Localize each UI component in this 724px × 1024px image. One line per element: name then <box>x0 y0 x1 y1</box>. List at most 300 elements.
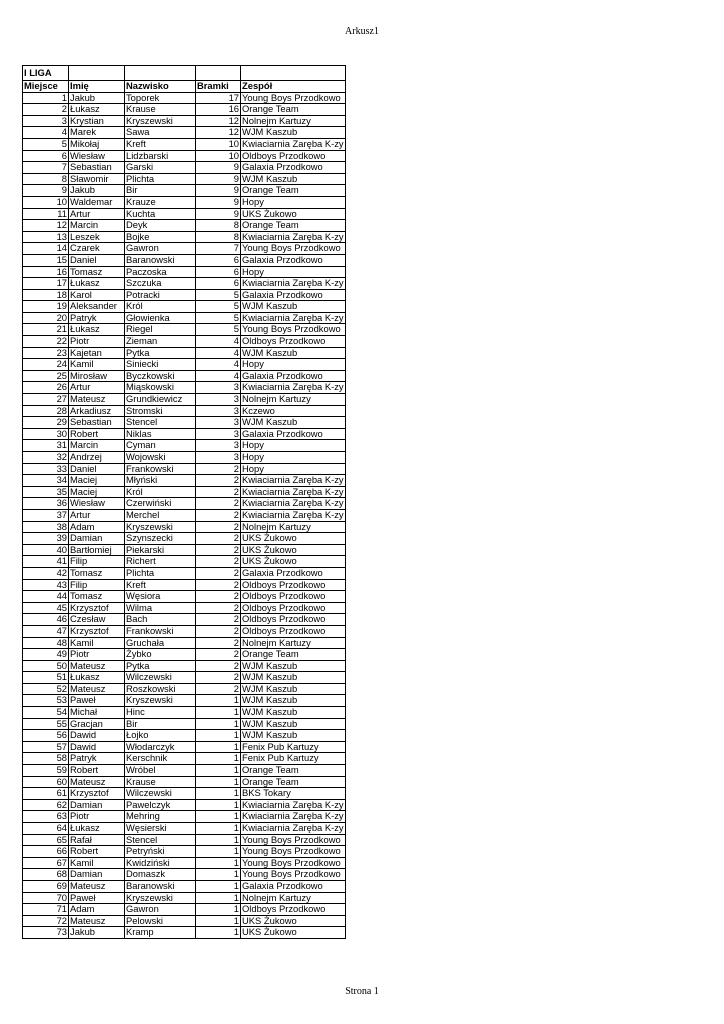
table-row <box>23 301 346 313</box>
last-name-cell: Mehring <box>125 811 196 823</box>
table-row <box>23 278 346 290</box>
team-cell: Galaxia Przodkowo <box>241 162 346 174</box>
table-row <box>23 660 346 672</box>
team-cell: BKS Tokary <box>241 788 346 800</box>
team-cell: WJM Kaszub <box>241 417 346 429</box>
goals-cell: 6 <box>196 266 241 278</box>
last-name-cell: Czerwiński <box>125 498 196 510</box>
team-cell: Orange Team <box>241 220 346 232</box>
table-row <box>23 440 346 452</box>
scorers-table <box>22 65 346 939</box>
place-cell: 1 <box>23 92 69 104</box>
first-name-cell: Maciej <box>69 486 125 498</box>
place-cell: 46 <box>23 614 69 626</box>
table-row <box>23 730 346 742</box>
last-name-cell: Bojke <box>125 231 196 243</box>
place-cell: 17 <box>23 278 69 290</box>
first-name-cell: Mirosław <box>69 370 125 382</box>
team-cell: Young Boys Przodkowo <box>241 869 346 881</box>
team-cell: Hopy <box>241 440 346 452</box>
place-cell: 60 <box>23 776 69 788</box>
goals-cell: 4 <box>196 347 241 359</box>
table-row <box>23 509 346 521</box>
first-name-cell: Czarek <box>69 243 125 255</box>
table-row <box>23 649 346 661</box>
goals-cell: 1 <box>196 880 241 892</box>
table-row <box>23 405 346 417</box>
first-name-cell: Kamil <box>69 857 125 869</box>
place-cell: 39 <box>23 533 69 545</box>
first-name-cell: Czesław <box>69 614 125 626</box>
place-cell: 25 <box>23 370 69 382</box>
goals-cell: 3 <box>196 428 241 440</box>
goals-cell: 6 <box>196 254 241 266</box>
place-cell: 22 <box>23 336 69 348</box>
last-name-cell: Domaszk <box>125 869 196 881</box>
table-row <box>23 741 346 753</box>
last-name-cell: Potracki <box>125 289 196 301</box>
table-row <box>23 289 346 301</box>
last-name-cell: Pytka <box>125 347 196 359</box>
first-name-cell: Artur <box>69 382 125 394</box>
team-cell: Orange Team <box>241 765 346 777</box>
first-name-cell: Waldemar <box>69 196 125 208</box>
table-row <box>23 614 346 626</box>
first-name-cell: Łukasz <box>69 104 125 116</box>
last-name-cell: Frankowski <box>125 463 196 475</box>
table-row <box>23 150 346 162</box>
table-row <box>23 904 346 916</box>
goals-cell: 1 <box>196 753 241 765</box>
place-cell: 21 <box>23 324 69 336</box>
goals-cell: 2 <box>196 463 241 475</box>
first-name-cell: Piotr <box>69 811 125 823</box>
title-row <box>23 66 346 81</box>
goals-cell: 1 <box>196 718 241 730</box>
goals-cell: 2 <box>196 509 241 521</box>
team-cell: Hopy <box>241 463 346 475</box>
table-row <box>23 196 346 208</box>
goals-cell: 2 <box>196 533 241 545</box>
table-row <box>23 915 346 927</box>
last-name-cell: Włodarczyk <box>125 741 196 753</box>
first-name-cell: Filip <box>69 579 125 591</box>
place-cell: 65 <box>23 834 69 846</box>
goals-cell: 9 <box>196 162 241 174</box>
goals-cell: 9 <box>196 208 241 220</box>
first-name-cell: Filip <box>69 556 125 568</box>
goals-cell: 1 <box>196 857 241 869</box>
team-cell: WJM Kaszub <box>241 707 346 719</box>
team-cell: Kwiaciarnia Zaręba K-zy <box>242 381 344 393</box>
first-name-cell: Mateusz <box>69 660 125 672</box>
team-cell: WJM Kaszub <box>241 718 346 730</box>
last-name-cell: Bach <box>125 614 196 626</box>
team-cell: Orange Team <box>241 185 346 197</box>
team-cell: WJM Kaszub <box>241 127 346 139</box>
first-name-cell: Marek <box>69 127 125 139</box>
last-name-cell: Młyński <box>125 475 196 487</box>
table-row <box>23 115 346 127</box>
first-name-cell: Mateusz <box>69 880 125 892</box>
table-row <box>23 428 346 440</box>
last-name-cell: Richert <box>125 556 196 568</box>
first-name-cell: Tomasz <box>69 567 125 579</box>
goals-cell: 2 <box>196 498 241 510</box>
first-name-cell: Sławomir <box>69 173 125 185</box>
empty-cell <box>69 66 125 81</box>
goals-cell: 7 <box>196 243 241 255</box>
first-name-cell: Jakub <box>69 185 125 197</box>
goals-cell: 1 <box>196 904 241 916</box>
table-row <box>23 254 346 266</box>
last-name-cell: Hinc <box>125 707 196 719</box>
team-cell: WJM Kaszub <box>241 347 346 359</box>
table-row <box>23 208 346 220</box>
goals-cell: 9 <box>196 185 241 197</box>
table-row <box>23 695 346 707</box>
team-cell: Oldboys Przodkowo <box>241 591 346 603</box>
first-name-cell: Adam <box>69 521 125 533</box>
team-cell: Young Boys Przodkowo <box>241 92 346 104</box>
last-name-cell: Gawron <box>125 904 196 916</box>
table-row <box>23 683 346 695</box>
last-name-cell: Grundkiewicz <box>125 394 196 406</box>
place-cell: 33 <box>23 463 69 475</box>
place-cell: 10 <box>23 196 69 208</box>
first-name-cell: Piotr <box>69 336 125 348</box>
first-name-cell: Sebastian <box>69 162 125 174</box>
team-cell: Nolnejm Kartuzy <box>241 892 346 904</box>
goals-cell: 3 <box>196 382 241 394</box>
first-name-cell: Dawid <box>69 741 125 753</box>
first-name-cell: Krzysztof <box>69 602 125 614</box>
team-cell: Hopy <box>241 452 346 464</box>
table-row <box>23 880 346 892</box>
first-name-cell: Mikołaj <box>69 138 125 150</box>
place-cell: 31 <box>23 440 69 452</box>
place-cell: 19 <box>23 301 69 313</box>
last-name-cell: Łojko <box>125 730 196 742</box>
last-name-cell: Baranowski <box>125 254 196 266</box>
team-cell: WJM Kaszub <box>241 301 346 313</box>
team-cell: WJM Kaszub <box>241 173 346 185</box>
first-name-cell: Andrzej <box>69 452 125 464</box>
place-cell: 3 <box>23 115 69 127</box>
goals-cell: 1 <box>196 765 241 777</box>
place-cell: 34 <box>23 475 69 487</box>
place-cell: 42 <box>23 567 69 579</box>
team-cell: Galaxia Przodkowo <box>241 289 346 301</box>
first-name-cell: Daniel <box>69 463 125 475</box>
goals-cell: 2 <box>196 567 241 579</box>
place-cell: 9 <box>23 185 69 197</box>
team-cell: Nolnejm Kartuzy <box>241 115 346 127</box>
table-row <box>23 637 346 649</box>
table-row <box>23 556 346 568</box>
last-name-cell: Cyman <box>125 440 196 452</box>
team-cell: WJM Kaszub <box>241 660 346 672</box>
table-row <box>23 475 346 487</box>
table-row <box>23 463 346 475</box>
place-cell: 14 <box>23 243 69 255</box>
goals-cell: 2 <box>196 591 241 603</box>
first-name-cell: Robert <box>69 846 125 858</box>
first-name-cell: Kamil <box>69 637 125 649</box>
place-cell: 27 <box>23 394 69 406</box>
table-row <box>23 765 346 777</box>
last-name-cell: Krauze <box>125 196 196 208</box>
table-row <box>23 266 346 278</box>
table-row <box>23 602 346 614</box>
place-cell: 32 <box>23 452 69 464</box>
empty-cell <box>241 66 346 81</box>
team-cell: Oldboys Przodkowo <box>241 904 346 916</box>
last-name-cell: Kreft <box>125 579 196 591</box>
first-name-cell: Arkadiusz <box>69 405 125 417</box>
goals-cell: 2 <box>196 579 241 591</box>
goals-cell: 2 <box>196 614 241 626</box>
first-name-cell: Patryk <box>69 312 125 324</box>
team-cell: WJM Kaszub <box>241 672 346 684</box>
first-name-cell: Tomasz <box>69 266 125 278</box>
last-name-cell: Węsiora <box>125 591 196 603</box>
team-cell: Hopy <box>241 196 346 208</box>
goals-cell: 1 <box>196 788 241 800</box>
goals-cell: 3 <box>196 417 241 429</box>
place-cell: 53 <box>23 695 69 707</box>
first-name-cell: Kamil <box>69 359 125 371</box>
goals-cell: 10 <box>196 138 241 150</box>
first-name-cell: Patryk <box>69 753 125 765</box>
first-name-cell: Łukasz <box>69 324 125 336</box>
table-row <box>23 336 346 348</box>
team-cell: UKS Żukowo <box>241 208 346 220</box>
team-cell: Fenix Pub Kartuzy <box>241 741 346 753</box>
goals-cell: 12 <box>196 115 241 127</box>
first-name-cell: Maciej <box>69 475 125 487</box>
place-cell: 4 <box>23 127 69 139</box>
table-row <box>23 846 346 858</box>
table-row <box>23 707 346 719</box>
place-cell: 70 <box>23 892 69 904</box>
header-row <box>23 81 346 93</box>
team-cell: Galaxia Przodkowo <box>241 428 346 440</box>
table-row <box>23 185 346 197</box>
last-name-cell: Piekarski <box>125 544 196 556</box>
team-cell: Galaxia Przodkowo <box>241 254 346 266</box>
first-name-cell: Wiesław <box>69 498 125 510</box>
last-name-cell: Wojowski <box>125 452 196 464</box>
last-name-cell: Pawelczyk <box>125 799 196 811</box>
goals-cell: 4 <box>196 336 241 348</box>
last-name-cell: Lidzbarski <box>125 150 196 162</box>
table-row <box>23 231 346 243</box>
last-name-cell: Sawa <box>125 127 196 139</box>
place-cell: 52 <box>23 683 69 695</box>
place-cell: 26 <box>23 382 69 394</box>
first-name-cell: Mateusz <box>69 915 125 927</box>
empty-cell <box>196 66 241 81</box>
last-name-cell: Kuchta <box>125 208 196 220</box>
table-row <box>23 521 346 533</box>
table-row <box>23 347 346 359</box>
place-cell: 69 <box>23 880 69 892</box>
first-name-cell: Sebastian <box>69 417 125 429</box>
team-cell: WJM Kaszub <box>241 683 346 695</box>
first-name-cell: Piotr <box>69 649 125 661</box>
first-name-cell: Jakub <box>69 92 125 104</box>
team-cell: Young Boys Przodkowo <box>241 834 346 846</box>
empty-cell <box>125 66 196 81</box>
place-cell: 45 <box>23 602 69 614</box>
place-cell: 29 <box>23 417 69 429</box>
team-cell: Young Boys Przodkowo <box>241 857 346 869</box>
league-title: I LIGA <box>23 66 69 81</box>
table-row <box>23 811 346 823</box>
place-cell: 37 <box>23 509 69 521</box>
goals-cell: 1 <box>196 834 241 846</box>
last-name-cell: Szczuka <box>125 278 196 290</box>
goals-cell: 2 <box>196 556 241 568</box>
page-header: Arkusz1 <box>345 26 379 37</box>
last-name-cell: Plichta <box>125 173 196 185</box>
last-name-cell: Stencel <box>125 417 196 429</box>
place-cell: 61 <box>23 788 69 800</box>
last-name-cell: Petryński <box>125 846 196 858</box>
team-cell: WJM Kaszub <box>241 695 346 707</box>
place-cell: 72 <box>23 915 69 927</box>
goals-cell: 1 <box>196 823 241 835</box>
last-name-cell: Kwidziński <box>125 857 196 869</box>
team-cell: Kwiaciarnia Zaręba K-zy <box>242 277 344 289</box>
place-cell: 24 <box>23 359 69 371</box>
table-row <box>23 567 346 579</box>
table-row <box>23 162 346 174</box>
goals-cell: 1 <box>196 695 241 707</box>
last-name-cell: Szynszecki <box>125 533 196 545</box>
first-name-cell: Rafał <box>69 834 125 846</box>
last-name-cell: Węsierski <box>125 823 196 835</box>
last-name-cell: Gruchała <box>125 637 196 649</box>
goals-cell: 10 <box>196 150 241 162</box>
last-name-cell: Wilma <box>125 602 196 614</box>
goals-cell: 5 <box>196 301 241 313</box>
team-cell: Oldboys Przodkowo <box>241 625 346 637</box>
place-cell: 44 <box>23 591 69 603</box>
first-name-cell: Adam <box>69 904 125 916</box>
goals-cell: 1 <box>196 730 241 742</box>
table-row <box>23 382 346 394</box>
first-name-cell: Karol <box>69 289 125 301</box>
goals-cell: 5 <box>196 289 241 301</box>
header-last-name: Nazwisko <box>125 81 196 93</box>
place-cell: 40 <box>23 544 69 556</box>
first-name-cell: Tomasz <box>69 591 125 603</box>
team-cell: Oldboys Przodkowo <box>241 336 346 348</box>
team-cell: Kwiaciarnia Zaręba K-zy <box>242 509 344 520</box>
last-name-cell: Pelowski <box>125 915 196 927</box>
team-cell: Oldboys Przodkowo <box>241 614 346 626</box>
table-row <box>23 138 346 150</box>
last-name-cell: Król <box>125 486 196 498</box>
last-name-cell: Zieman <box>125 336 196 348</box>
last-name-cell: Król <box>125 301 196 313</box>
first-name-cell: Robert <box>69 765 125 777</box>
first-name-cell: Aleksander <box>69 301 125 313</box>
first-name-cell: Daniel <box>69 254 125 266</box>
team-cell: UKS Żukowo <box>241 927 346 939</box>
place-cell: 6 <box>23 150 69 162</box>
goals-cell: 3 <box>196 405 241 417</box>
table-row <box>23 312 346 324</box>
goals-cell: 8 <box>196 220 241 232</box>
place-cell: 23 <box>23 347 69 359</box>
team-cell: Kwiaciarnia Zaręba K-zy <box>242 497 344 509</box>
goals-cell: 17 <box>196 92 241 104</box>
first-name-cell: Paweł <box>69 695 125 707</box>
first-name-cell: Mateusz <box>69 683 125 695</box>
place-cell: 18 <box>23 289 69 301</box>
place-cell: 63 <box>23 811 69 823</box>
last-name-cell: Kryszewski <box>125 521 196 533</box>
team-cell: Orange Team <box>241 649 346 661</box>
team-cell: Kwiaciarnia Zaręba K-zy <box>242 312 344 323</box>
last-name-cell: Niklas <box>125 428 196 440</box>
table-row <box>23 776 346 788</box>
goals-cell: 2 <box>196 625 241 637</box>
table-row <box>23 672 346 684</box>
team-cell: Galaxia Przodkowo <box>241 880 346 892</box>
team-cell: Young Boys Przodkowo <box>241 846 346 858</box>
last-name-cell: Deyk <box>125 220 196 232</box>
last-name-cell: Żybko <box>125 649 196 661</box>
first-name-cell: Krystian <box>69 115 125 127</box>
first-name-cell: Bartłomiej <box>69 544 125 556</box>
first-name-cell: Michał <box>69 707 125 719</box>
last-name-cell: Stromski <box>125 405 196 417</box>
place-cell: 54 <box>23 707 69 719</box>
place-cell: 41 <box>23 556 69 568</box>
goals-cell: 1 <box>196 915 241 927</box>
last-name-cell: Wróbel <box>125 765 196 777</box>
goals-cell: 2 <box>196 521 241 533</box>
last-name-cell: Kryszewski <box>125 892 196 904</box>
team-cell: Nolnejm Kartuzy <box>241 394 346 406</box>
first-name-cell: Łukasz <box>69 672 125 684</box>
table-row <box>23 104 346 116</box>
goals-cell: 2 <box>196 475 241 487</box>
place-cell: 49 <box>23 649 69 661</box>
first-name-cell: Damian <box>69 869 125 881</box>
last-name-cell: Wilczewski <box>125 788 196 800</box>
table-row <box>23 243 346 255</box>
team-cell: UKS Żukowo <box>241 544 346 556</box>
goals-cell: 12 <box>196 127 241 139</box>
goals-cell: 2 <box>196 672 241 684</box>
team-cell: UKS Żukowo <box>241 533 346 545</box>
goals-cell: 1 <box>196 741 241 753</box>
team-cell: Kwiaciarnia Zaręba K-zy <box>242 822 344 833</box>
table-row <box>23 892 346 904</box>
place-cell: 35 <box>23 486 69 498</box>
table-row <box>23 127 346 139</box>
goals-cell: 1 <box>196 707 241 719</box>
last-name-cell: Kerschnik <box>125 753 196 765</box>
place-cell: 71 <box>23 904 69 916</box>
team-cell: Nolnejm Kartuzy <box>241 521 346 533</box>
first-name-cell: Paweł <box>69 892 125 904</box>
